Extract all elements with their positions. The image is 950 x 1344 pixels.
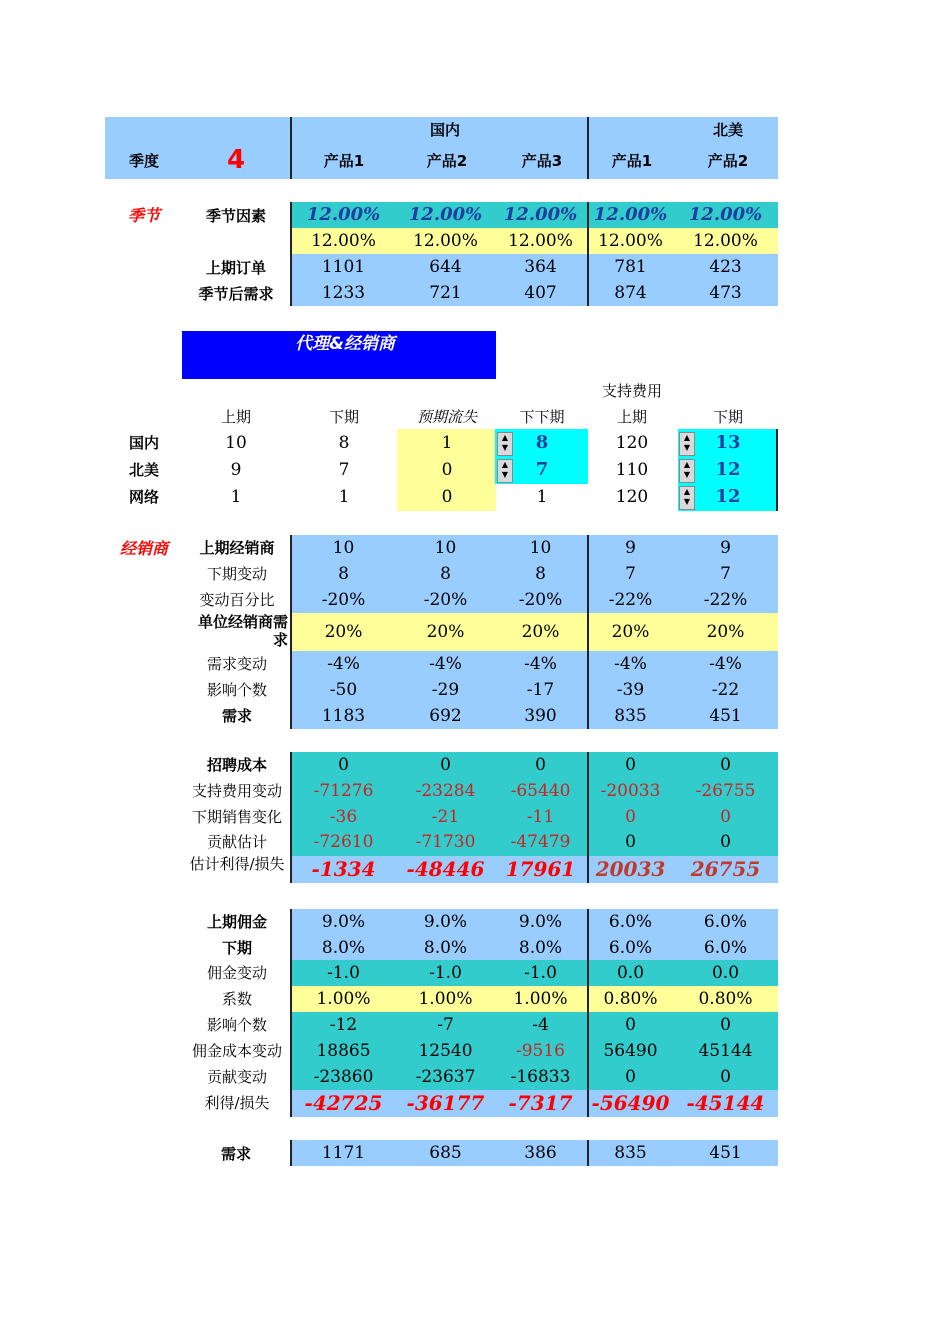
commission-row-label: 下期 [221,939,252,957]
commission-row-label: 贡献变动 [206,1068,267,1086]
commission-cell: 6.0% [703,912,748,932]
recruit-cell: 17961 [505,857,576,881]
spinner-icon[interactable]: ▲ ▼ [497,432,513,456]
recruit-cell: -48446 [406,857,485,881]
spinner-icon[interactable]: ▲ ▼ [679,486,695,510]
commission-cell: 9.0% [321,912,366,932]
agent-loss-cell: 1 [441,433,453,453]
dealer-cell: 9 [625,538,636,558]
dealer-cell: -4% [524,654,557,674]
agent-support-next-cell[interactable]: 13 [715,432,741,453]
after-season-cell: 407 [524,283,557,303]
commission-cell: 0.80% [698,989,753,1009]
recruit-cell: 0 [625,832,636,852]
recruit-cell: -21 [431,807,460,827]
commission-cell: -23637 [415,1067,476,1087]
recruit-cell: -1334 [311,857,376,881]
dealer-row-label: 需求 [221,707,252,725]
dealer-cell: 10 [434,538,457,558]
after-season-cell: 721 [429,283,462,303]
divider [290,752,292,883]
dealer-cell: 20% [324,622,363,642]
recruit-row-label: 贡献估计 [206,833,267,851]
dealer-cell: -29 [431,680,460,700]
recruit-cell: -71276 [313,781,374,801]
dealer-row-label: 需求变动 [206,655,267,673]
support-cost-label: 支持费用 [601,382,662,400]
dealer-row-label: 单位经销商需求 [197,613,288,649]
agent-prev-cell: 1 [230,487,242,507]
agent-banner-title: 代理&经销商 [295,334,395,354]
dealer-row-label: 下期变动 [206,565,267,583]
recruit-cell: -11 [526,807,555,827]
dealer-cell: 390 [524,706,557,726]
recruit-cell: 0 [720,755,731,775]
season-factor-cell: 12.00% [413,231,478,251]
agent-region-label: 北美 [128,461,159,479]
commission-cell: -36177 [406,1091,485,1115]
agent-loss-cell: 0 [441,487,453,507]
dealer-cell: 20% [521,622,560,642]
commission-cell: 45144 [698,1041,753,1061]
season-factor-cell: 12.00% [311,231,376,251]
season-factor-cell: 12.00% [408,204,483,225]
demand-cell: 685 [429,1143,462,1163]
commission-row-label: 佣金变动 [206,964,267,982]
prev-orders-label: 上期订单 [205,259,266,277]
commission-cell: -1.0 [524,963,557,983]
agent-support-next-cell[interactable]: 12 [715,486,741,507]
commission-cell: 0 [720,1067,731,1087]
agent-next-cell: 7 [338,460,350,480]
spinner-icon[interactable]: ▲ ▼ [679,432,695,456]
dealer-cell: 692 [429,706,462,726]
region-domestic: 国内 [429,121,460,139]
dealer-cell: -20% [423,590,468,610]
recruit-cell: -65440 [510,781,571,801]
quarter-value[interactable]: 4 [226,145,246,175]
dealer-cell: 10 [332,538,355,558]
recruit-cell: -47479 [510,832,571,852]
commission-cell: -45144 [686,1091,765,1115]
recruit-cell: -72610 [313,832,374,852]
spinner-icon[interactable]: ▲ ▼ [679,459,695,483]
commission-cell: 1.00% [316,989,371,1009]
dealer-row-label: 影响个数 [206,681,267,699]
dealer-cell: -4% [429,654,462,674]
agent-next-cell: 1 [338,487,350,507]
quarter-label: 季度 [128,152,159,170]
commission-cell: 6.0% [608,938,653,958]
dealer-cell: -20% [518,590,563,610]
commission-row-label: 佣金成本变动 [191,1042,282,1060]
agent-region-label: 国内 [128,434,159,452]
after-season-label: 季节后需求 [198,285,274,303]
commission-cell: -7317 [508,1091,573,1115]
recruit-cell: -26755 [695,781,756,801]
recruit-cell: -20033 [600,781,661,801]
demand-cell: 451 [709,1143,742,1163]
dealer-cell: 9 [720,538,731,558]
divider [587,117,589,179]
product-header: 产品2 [707,152,749,170]
agent-support-prev-cell: 110 [615,460,649,480]
prev-orders-cell: 423 [709,257,742,277]
demand-cell: 1171 [321,1143,366,1163]
dealer-cell: 20% [426,622,465,642]
season-factor-cell: 12.00% [693,231,758,251]
commission-cell: -1.0 [429,963,462,983]
commission-cell: 0.80% [603,989,658,1009]
commission-cell: 9.0% [423,912,468,932]
commission-cell: 6.0% [608,912,653,932]
dealer-cell: 20% [611,622,650,642]
agent-col-header: 下期 [712,408,743,426]
recruit-cell: -71730 [415,832,476,852]
dealer-cell: -4% [709,654,742,674]
dealer-cell: 8 [535,564,546,584]
agent-loss-cell: 0 [441,460,453,480]
commission-cell: 6.0% [703,938,748,958]
divider [290,202,292,306]
region-na: 北美 [712,121,743,139]
commission-cell: 0 [625,1015,636,1035]
product-header: 产品3 [521,152,563,170]
dealer-cell: 7 [720,564,731,584]
product-header: 产品1 [323,152,365,170]
dealer-cell: 451 [709,706,742,726]
agent-support-prev-cell: 120 [615,433,649,453]
recruit-row-label: 招聘成本 [206,756,267,774]
dealer-cell: 20% [706,622,745,642]
dealer-cell: 8 [440,564,451,584]
agent-next2-cell[interactable]: 7 [535,459,549,480]
commission-cell: 1.00% [418,989,473,1009]
agent-col-header: 下下期 [519,408,565,426]
commission-cell: 0 [625,1067,636,1087]
dealer-cell: -50 [329,680,358,700]
season-factor-cell: 12.00% [503,204,578,225]
dealer-section-label: 经销商 [119,539,168,558]
commission-cell: 8.0% [423,938,468,958]
dealer-cell: 1183 [321,706,366,726]
prev-orders-cell: 644 [429,257,462,277]
commission-row-label: 上期佣金 [206,913,267,931]
commission-cell: 8.0% [321,938,366,958]
agent-prev-cell: 9 [230,460,242,480]
season-factor-cell: 12.00% [598,231,663,251]
prev-orders-cell: 1101 [321,257,366,277]
demand-label: 需求 [220,1145,251,1163]
season-section-label: 季节 [127,206,160,225]
recruit-cell: 0 [720,832,731,852]
after-season-cell: 1233 [321,283,366,303]
product-header: 产品1 [611,152,653,170]
agent-support-next-cell[interactable]: 12 [715,459,741,480]
commission-row-label: 影响个数 [206,1016,267,1034]
commission-cell: 56490 [603,1041,658,1061]
dealer-row-label: 上期经销商 [199,539,275,557]
agent-col-header: 预期流失 [416,408,477,426]
recruit-cell: 0 [440,755,451,775]
commission-cell: 18865 [316,1041,371,1061]
after-season-cell: 473 [709,283,742,303]
dealer-cell: -4% [327,654,360,674]
dealer-cell: 835 [614,706,647,726]
dealer-cell: 7 [625,564,636,584]
agent-col-header: 下期 [328,408,359,426]
dealer-cell: -20% [321,590,366,610]
recruit-cell: -23284 [415,781,476,801]
commission-cell: -12 [329,1015,358,1035]
recruit-cell: 0 [535,755,546,775]
dealer-cell: -39 [616,680,645,700]
recruit-cell: 0 [338,755,349,775]
recruit-row-label: 估计利得/损失 [189,856,285,873]
commission-cell: -23860 [313,1067,374,1087]
recruit-cell: 26755 [690,857,761,881]
commission-cell: -16833 [510,1067,571,1087]
spinner-icon[interactable]: ▲ ▼ [497,459,513,483]
season-factor-cell: 12.00% [508,231,573,251]
commission-cell: 0.0 [711,963,740,983]
prev-orders-cell: 364 [524,257,557,277]
demand-cell: 386 [524,1143,557,1163]
commission-cell: -42725 [304,1091,383,1115]
divider [290,535,292,729]
agent-next-cell: 8 [338,433,350,453]
season-factor-cell: 12.00% [593,204,668,225]
commission-cell: 1.00% [513,989,568,1009]
divider [290,1140,292,1166]
dealer-cell: -22% [703,590,748,610]
commission-cell: 8.0% [518,938,563,958]
commission-cell: 0 [720,1015,731,1035]
commission-cell: -4 [532,1015,549,1035]
season-factor-cell: 12.00% [688,204,763,225]
divider [290,909,292,1117]
commission-cell: 9.0% [518,912,563,932]
prev-orders-cell: 781 [614,257,647,277]
divider [290,117,292,179]
commission-cell: -1.0 [327,963,360,983]
commission-row-label: 利得/损失 [204,1094,270,1112]
recruit-cell: 0 [625,807,636,827]
agent-col-header: 上期 [616,408,647,426]
dealer-cell: -17 [526,680,555,700]
recruit-row-label: 支持费用变动 [191,782,282,800]
after-season-cell: 874 [614,283,647,303]
agent-col-header: 上期 [220,408,251,426]
recruit-cell: 0 [720,807,731,827]
agent-support-prev-cell: 120 [615,487,649,507]
season-factor-label: 季节因素 [205,207,266,225]
agent-next2-cell[interactable]: 8 [535,432,549,453]
agent-next2-cell: 1 [536,487,548,507]
dealer-cell: -22% [608,590,653,610]
commission-cell: 12540 [418,1041,473,1061]
dealer-row-label: 变动百分比 [199,591,275,609]
agent-region-label: 网络 [128,488,159,506]
commission-row-label: 系数 [221,990,252,1008]
dealer-cell: 10 [529,538,552,558]
demand-cell: 835 [614,1143,647,1163]
product-header: 产品2 [426,152,468,170]
divider [776,429,778,511]
recruit-cell: 20033 [595,857,666,881]
dealer-cell: 8 [338,564,349,584]
commission-cell: -56490 [591,1091,670,1115]
recruit-row-label: 下期销售变化 [191,808,282,826]
agent-prev-cell: 10 [225,433,247,453]
commission-cell: -9516 [515,1041,565,1061]
recruit-cell: 0 [625,755,636,775]
dealer-cell: -22 [711,680,740,700]
commission-cell: -7 [437,1015,454,1035]
season-factor-cell: 12.00% [306,204,381,225]
commission-cell: 0.0 [616,963,645,983]
recruit-cell: -36 [329,807,358,827]
dealer-cell: -4% [614,654,647,674]
